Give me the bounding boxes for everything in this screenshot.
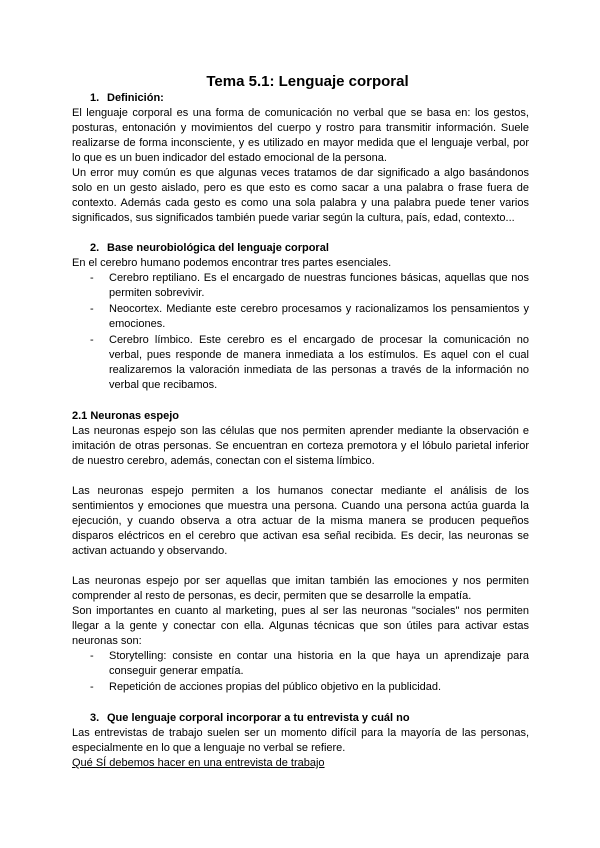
section-3-underlined-heading: Qué SÍ debemos hacer en una entrevista de trabajo xyxy=(72,757,325,769)
section-1-paragraph-2: Un error muy común es que algunas veces tratamos de dar significado a algo basándonos solo en un gesto aislado, pero es que esto es como sacar a una palabra o frase fuera de contexto. Además cada gesto es como una sola palabra y una palabra puede tener varios significados, sus significados también puede variar según la cultura, país, edad, contexto... xyxy=(72,167,529,224)
document-page xyxy=(72,72,529,771)
list-item xyxy=(72,649,529,679)
section-3-heading xyxy=(72,711,529,726)
section-1-title: Definición: xyxy=(107,92,164,104)
dash-marker: - xyxy=(90,650,94,662)
section-2-heading xyxy=(72,241,529,256)
section-2-1-paragraph-2: Las neuronas espejo permiten a los humanos conectar mediante el análisis de los sentimientos y emociones que muestra una persona. Cuando una persona actúa guarda la ejecución, y cuando observa a otra actuar de la misma manera se producen pequeños disparos eléctricos en el cerebro que activan esa señal recibida. Es decir, las neuronas se activan actuando y observando. xyxy=(72,485,529,557)
dash-marker: - xyxy=(90,334,94,346)
section-2-title: Base neurobiológica del lenguaje corporal xyxy=(107,242,329,254)
section-3-number: 3. xyxy=(90,712,100,724)
dash-marker: - xyxy=(90,681,94,693)
section-2-1-list xyxy=(72,649,529,695)
section-1-paragraph-1: El lenguaje corporal es una forma de comunicación no verbal que se basa en: los gestos, posturas, entonación y movimientos del cuerpo y rostro para transmitir información. Suele realizarse de forma inconsciente, y es utilizado en mayor medida que el lenguaje verbal, por lo que es un buen indicador del estado emocional de la persona. xyxy=(72,107,529,164)
list-item-text: Storytelling: consiste en contar una historia en la que haya un aprendizaje para conseguir generar empatía. xyxy=(109,650,529,677)
section-2-1-paragraph-1: Las neuronas espejo son las células que nos permiten aprender mediante la observación e imitación de otras personas. Se encuentran en corteza premotora y el lóbulo parietal inferior de nuestro cerebro, además, conectan con el sistema límbico. xyxy=(72,425,529,467)
dash-marker: - xyxy=(90,303,94,315)
section-1-number: 1. xyxy=(90,92,100,104)
section-2-list xyxy=(72,271,529,393)
list-item-text: Cerebro límbico. Este cerebro es el encargado de procesar la comunicación no verbal, pues responde de manera inmediata a los estímulos. Es aquel con el cual realizaremos la valoración inmediata de las personas a través de la información no verbal que recibamos. xyxy=(109,334,529,391)
list-item xyxy=(72,271,529,301)
list-item-text: Repetición de acciones propias del público objetivo en la publicidad. xyxy=(109,681,442,693)
list-item-text: Neocortex. Mediante este cerebro procesamos y racionalizamos los pensamientos y emociones. xyxy=(109,303,529,330)
list-item xyxy=(72,302,529,332)
section-2-number: 2. xyxy=(90,242,100,254)
list-item xyxy=(72,680,529,695)
section-3-paragraph-1: Las entrevistas de trabajo suelen ser un momento difícil para la mayoría de las personas, especialmente en lo que a lenguaje no verbal se refiere. xyxy=(72,727,529,754)
section-1-heading xyxy=(72,91,529,106)
section-2-1-paragraph-3: Las neuronas espejo por ser aquellas que imitan también las emociones y nos permiten comprender al resto de personas, es decir, permiten que se desarrolle la empatía. xyxy=(72,575,529,602)
section-2-1-paragraph-4: Son importantes en cuanto al marketing, pues al ser las neuronas "sociales" nos permiten llegar a la gente y conectar con ella. Algunas técnicas que son útiles para activar estas neuronas son: xyxy=(72,605,529,647)
list-item-text: Cerebro reptiliano. Es el encargado de nuestras funciones básicas, aquellas que nos permiten sobrevivir. xyxy=(109,272,529,299)
section-3-title: Que lenguaje corporal incorporar a tu entrevista y cuál no xyxy=(107,712,410,724)
document-title: Tema 5.1: Lenguaje corporal xyxy=(206,73,409,90)
list-item xyxy=(72,333,529,393)
dash-marker: - xyxy=(90,272,94,284)
section-2-intro: En el cerebro humano podemos encontrar tres partes esenciales. xyxy=(72,257,392,269)
section-2-1-heading: 2.1 Neuronas espejo xyxy=(72,410,179,422)
